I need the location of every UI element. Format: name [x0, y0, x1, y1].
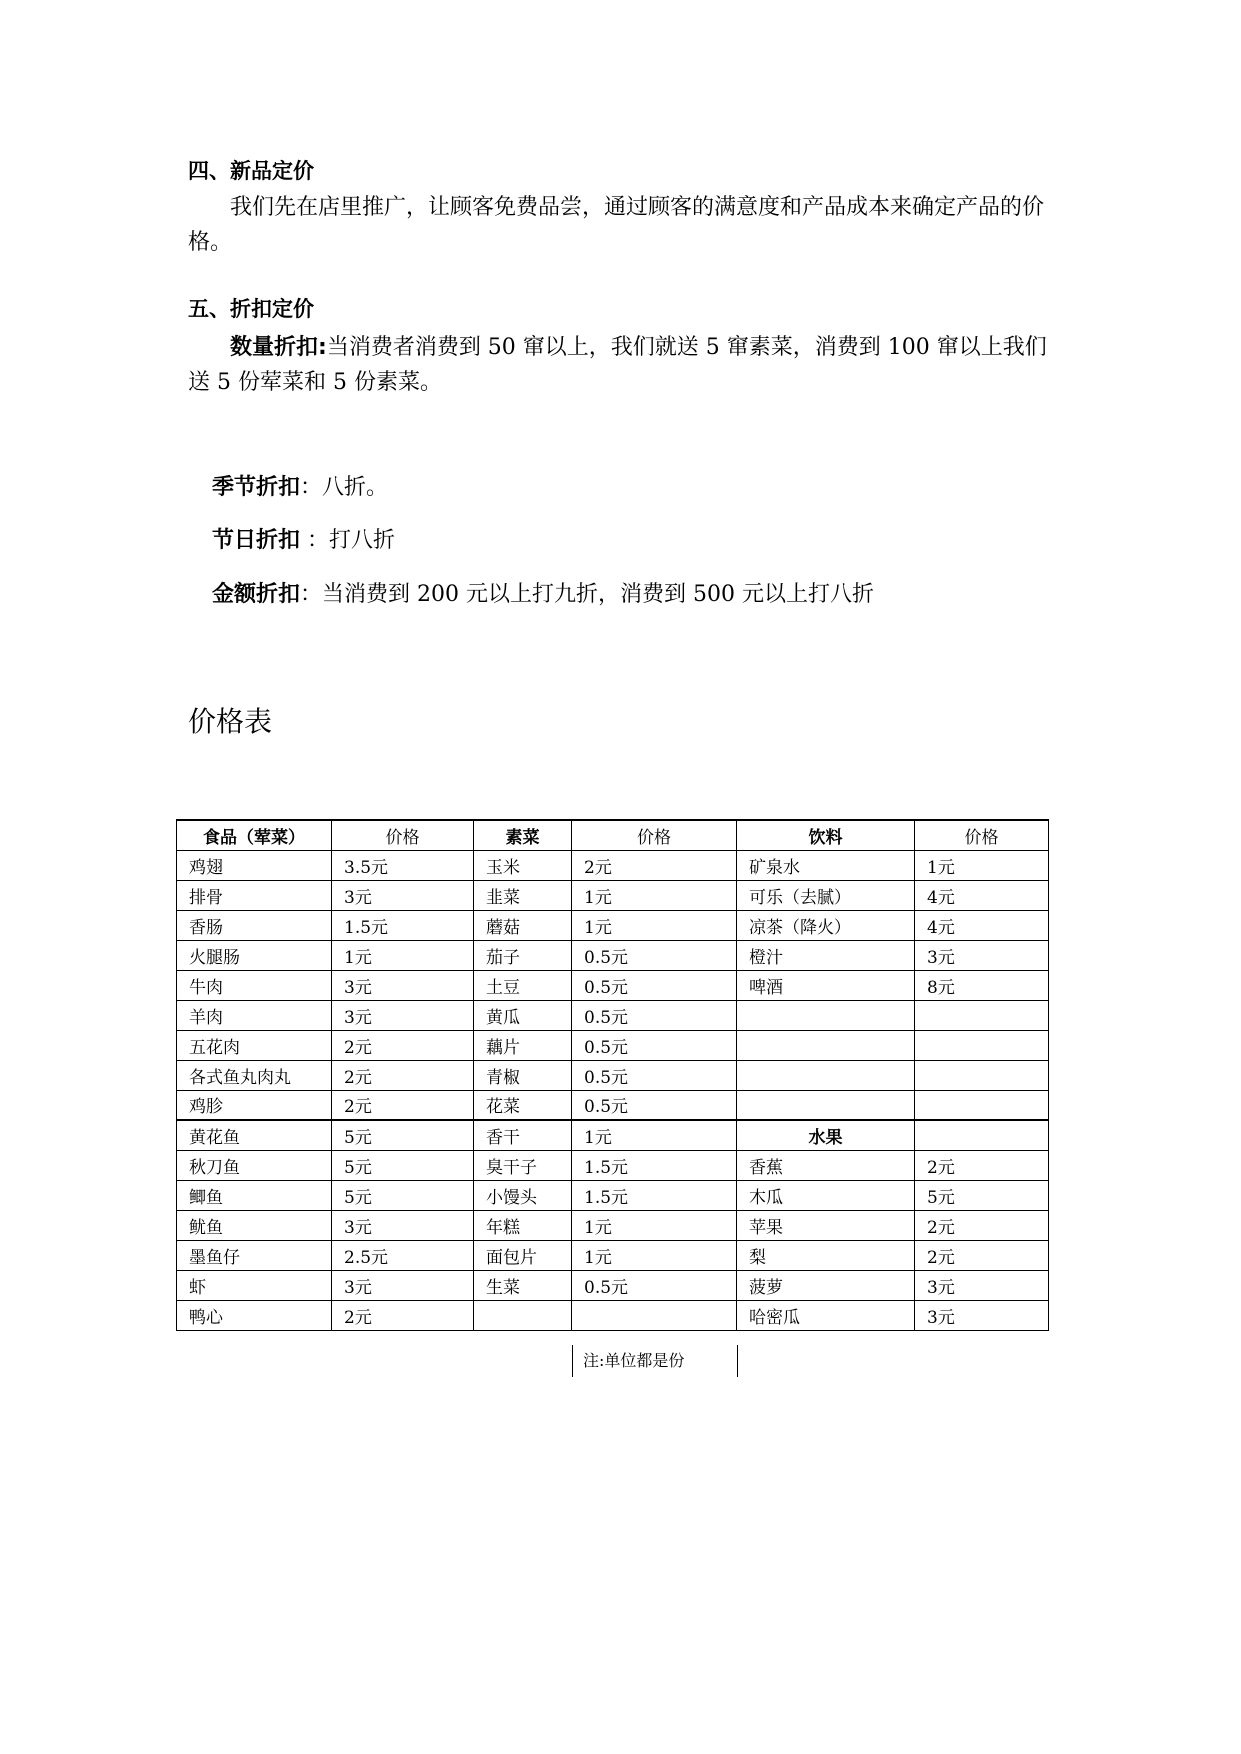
table-cell: 3元: [915, 1300, 1049, 1330]
table-cell: 3元: [332, 1210, 474, 1240]
column-header: 食品（荤菜）: [177, 820, 332, 850]
amount-discount-label: 金额折扣: [212, 582, 301, 607]
section-heading-discount: 五、折扣定价: [188, 297, 314, 321]
table-cell: 排骨: [177, 880, 332, 910]
table-cell: 鲫鱼: [177, 1180, 332, 1210]
holiday-discount-text: ：打八折: [300, 528, 396, 553]
table-cell: 青椒: [474, 1060, 572, 1090]
table-cell: 墨鱼仔: [177, 1240, 332, 1270]
table-cell: 香蕉: [737, 1150, 915, 1180]
table-cell: 矿泉水: [737, 850, 915, 880]
table-cell: 虾: [177, 1270, 332, 1300]
table-cell: 4元: [915, 880, 1049, 910]
table-cell: 3.5元: [332, 850, 474, 880]
table-row: [177, 1300, 1049, 1330]
table-cell: 韭菜: [474, 880, 572, 910]
table-cell: 0.5元: [572, 1060, 737, 1090]
table-cell: 鸡胗: [177, 1090, 332, 1120]
amount-discount-text: ：当消费到 200 元以上打九折，消费到 500 元以上打八折: [300, 582, 874, 607]
table-cell: 3元: [332, 1270, 474, 1300]
section-heading-new-product: 四、新品定价: [188, 159, 314, 183]
table-cell: 1元: [572, 880, 737, 910]
table-cell: 2元: [332, 1060, 474, 1090]
table-cell: 土豆: [474, 970, 572, 1000]
column-header: 饮料: [737, 820, 915, 850]
table-cell: 牛肉: [177, 970, 332, 1000]
table-cell: 生菜: [474, 1270, 572, 1300]
table-cell: [737, 1060, 915, 1090]
table-cell: 3元: [332, 880, 474, 910]
table-cell: 1.5元: [572, 1180, 737, 1210]
table-cell: 鸭心: [177, 1300, 332, 1330]
table-cell: 秋刀鱼: [177, 1150, 332, 1180]
price-table-note: 注:单位都是份: [583, 1351, 685, 1370]
table-cell: 1元: [332, 940, 474, 970]
table-cell: 0.5元: [572, 1090, 737, 1120]
note-divider-left: [572, 1345, 573, 1377]
table-cell: 5元: [332, 1120, 474, 1150]
table-cell: 鸡翅: [177, 850, 332, 880]
table-cell: [737, 1000, 915, 1030]
table-cell: 3元: [332, 970, 474, 1000]
column-header: 价格: [915, 820, 1049, 850]
season-discount-line: [212, 470, 388, 501]
table-cell: 3元: [915, 940, 1049, 970]
table-cell: 各式鱼丸肉丸: [177, 1060, 332, 1090]
table-cell: [915, 1000, 1049, 1030]
table-cell: 羊肉: [177, 1000, 332, 1030]
table-cell: 0.5元: [572, 1000, 737, 1030]
table-row: [177, 1030, 1049, 1060]
table-cell: 0.5元: [572, 970, 737, 1000]
quantity-discount-paragraph: [188, 330, 1068, 400]
column-header: 价格: [332, 820, 474, 850]
table-cell: 5元: [332, 1180, 474, 1210]
table-cell: 1元: [915, 850, 1049, 880]
price-table: [176, 819, 1049, 1331]
holiday-discount-line: [212, 523, 395, 554]
table-cell: 1元: [572, 1210, 737, 1240]
table-row: [177, 1090, 1049, 1120]
table-cell: 8元: [915, 970, 1049, 1000]
table-row: [177, 1210, 1049, 1240]
table-cell: [572, 1300, 737, 1330]
table-cell: 1元: [572, 1120, 737, 1150]
table-cell: 臭干子: [474, 1150, 572, 1180]
table-cell: 蘑菇: [474, 910, 572, 940]
table-cell: 1.5元: [572, 1150, 737, 1180]
table-row: [177, 880, 1049, 910]
table-row: [177, 1180, 1049, 1210]
note-divider-right: [737, 1345, 738, 1377]
table-cell: 5元: [915, 1180, 1049, 1210]
table-row: [177, 970, 1049, 1000]
table-row: [177, 910, 1049, 940]
table-cell: 0.5元: [572, 1030, 737, 1060]
table-row: [177, 1120, 1049, 1150]
table-cell: 1.5元: [332, 910, 474, 940]
column-header: 价格: [572, 820, 737, 850]
table-cell: 1元: [572, 1240, 737, 1270]
table-row: [177, 1240, 1049, 1270]
table-cell: 4元: [915, 910, 1049, 940]
table-row: [177, 850, 1049, 880]
table-cell: 黄瓜: [474, 1000, 572, 1030]
table-cell: 2元: [915, 1150, 1049, 1180]
table-cell: 小馒头: [474, 1180, 572, 1210]
table-row: [177, 1060, 1049, 1090]
table-cell: 3元: [915, 1270, 1049, 1300]
table-cell: 2元: [915, 1240, 1049, 1270]
table-cell: [474, 1300, 572, 1330]
table-cell: 火腿肠: [177, 940, 332, 970]
table-cell: 可乐（去腻）: [737, 880, 915, 910]
table-cell: 哈密瓜: [737, 1300, 915, 1330]
table-cell: 0.5元: [572, 940, 737, 970]
table-cell: 2元: [332, 1090, 474, 1120]
table-cell: 茄子: [474, 940, 572, 970]
table-cell: 面包片: [474, 1240, 572, 1270]
table-cell: [737, 1030, 915, 1060]
table-cell: 凉茶（降火）: [737, 910, 915, 940]
table-cell: 香干: [474, 1120, 572, 1150]
table-cell: 3元: [332, 1000, 474, 1030]
column-header: 素菜: [474, 820, 572, 850]
table-cell: 2元: [332, 1030, 474, 1060]
holiday-discount-label: 节日折扣: [212, 528, 301, 553]
amount-discount-line: [212, 577, 874, 608]
table-cell: 2元: [915, 1210, 1049, 1240]
table-cell: 2元: [332, 1300, 474, 1330]
table-cell: 年糕: [474, 1210, 572, 1240]
table-cell: 鱿鱼: [177, 1210, 332, 1240]
table-cell: 0.5元: [572, 1270, 737, 1300]
table-row: [177, 1150, 1049, 1180]
table-cell: 花菜: [474, 1090, 572, 1120]
table-cell: 苹果: [737, 1210, 915, 1240]
price-table-title: 价格表: [188, 705, 273, 738]
table-cell: 啤酒: [737, 970, 915, 1000]
table-cell: 2元: [572, 850, 737, 880]
table-cell: 藕片: [474, 1030, 572, 1060]
table-cell: 梨: [737, 1240, 915, 1270]
table-cell: 五花肉: [177, 1030, 332, 1060]
table-row: [177, 940, 1049, 970]
season-discount-label: 季节折扣: [212, 475, 301, 500]
table-cell: 菠萝: [737, 1270, 915, 1300]
table-cell: 玉米: [474, 850, 572, 880]
table-cell: 木瓜: [737, 1180, 915, 1210]
table-cell: [915, 1090, 1049, 1120]
table-row: [177, 1270, 1049, 1300]
table-cell: [915, 1060, 1049, 1090]
table-cell: 5元: [332, 1150, 474, 1180]
table-cell: 2.5元: [332, 1240, 474, 1270]
table-header-row: [177, 820, 1049, 850]
table-cell: 香肠: [177, 910, 332, 940]
quantity-discount-label: 数量折扣:: [230, 335, 327, 360]
table-cell: 黄花鱼: [177, 1120, 332, 1150]
quantity-discount-text: 当消费者消费到 50 窜以上，我们就送 5 窜素菜，消费到 100 窜以上我们送 5 份荤菜和 5 份素菜。: [188, 335, 1047, 395]
table-cell: [915, 1120, 1049, 1150]
new-product-paragraph: 我们先在店里推广，让顾客免费品尝，通过顾客的满意度和产品成本来确定产品的价格。: [188, 195, 1045, 255]
table-cell: [915, 1030, 1049, 1060]
table-cell: 1元: [572, 910, 737, 940]
table-row: [177, 1000, 1049, 1030]
table-cell: [737, 1090, 915, 1120]
fruit-section-header: 水果: [737, 1120, 915, 1150]
season-discount-text: ：八折。: [300, 475, 389, 500]
table-cell: 橙汁: [737, 940, 915, 970]
